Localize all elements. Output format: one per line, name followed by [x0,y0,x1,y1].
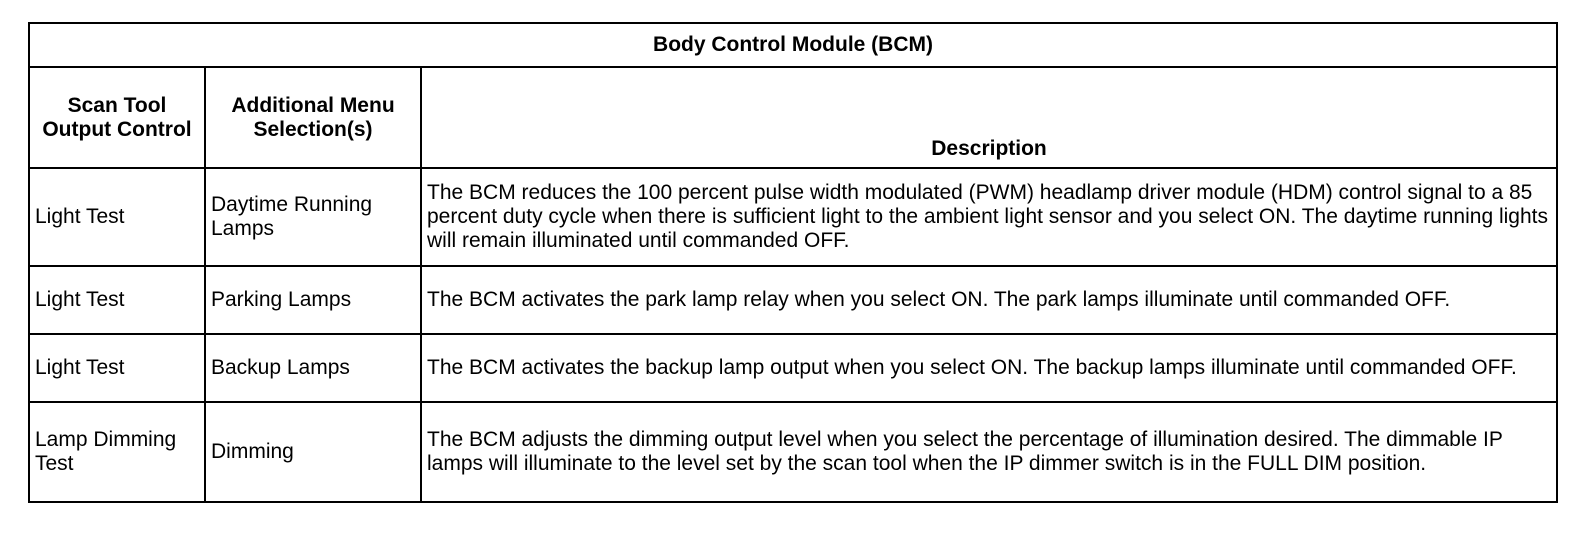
cell-description: The BCM reduces the 100 percent pulse width modulated (PWM) headlamp driver module (HDM) control signal to a 85 percent duty cycle when there is sufficient light to the ambient light sensor and you select ON. The daytime running lights will remain illuminated until commanded OFF. [421,168,1557,266]
table-row [29,402,1557,502]
table-row [29,266,1557,334]
table-title-row [29,23,1557,67]
table-row [29,334,1557,402]
header-menu-selection: Additional Menu Selection(s) [205,67,421,168]
table-title: Body Control Module (BCM) [29,23,1557,67]
cell-menu-selection: Dimming [205,402,421,502]
cell-menu-selection: Backup Lamps [205,334,421,402]
cell-menu-selection: Daytime Running Lamps [205,168,421,266]
cell-menu-selection: Parking Lamps [205,266,421,334]
cell-output-control: Light Test [29,334,205,402]
cell-output-control: Light Test [29,266,205,334]
cell-output-control: Light Test [29,168,205,266]
cell-description: The BCM activates the backup lamp output when you select ON. The backup lamps illuminate until commanded OFF. [421,334,1557,402]
header-output-control: Scan Tool Output Control [29,67,205,168]
bcm-output-control-table [28,22,1558,503]
cell-description: The BCM activates the park lamp relay when you select ON. The park lamps illuminate until commanded OFF. [421,266,1557,334]
header-description: Description [421,67,1557,168]
cell-description: The BCM adjusts the dimming output level when you select the percentage of illumination desired. The dimmable IP lamps will illuminate to the level set by the scan tool when the IP dimmer switch is in the FULL DIM position. [421,402,1557,502]
header-row [29,67,1557,168]
cell-output-control: Lamp Dimming Test [29,402,205,502]
table-row [29,168,1557,266]
